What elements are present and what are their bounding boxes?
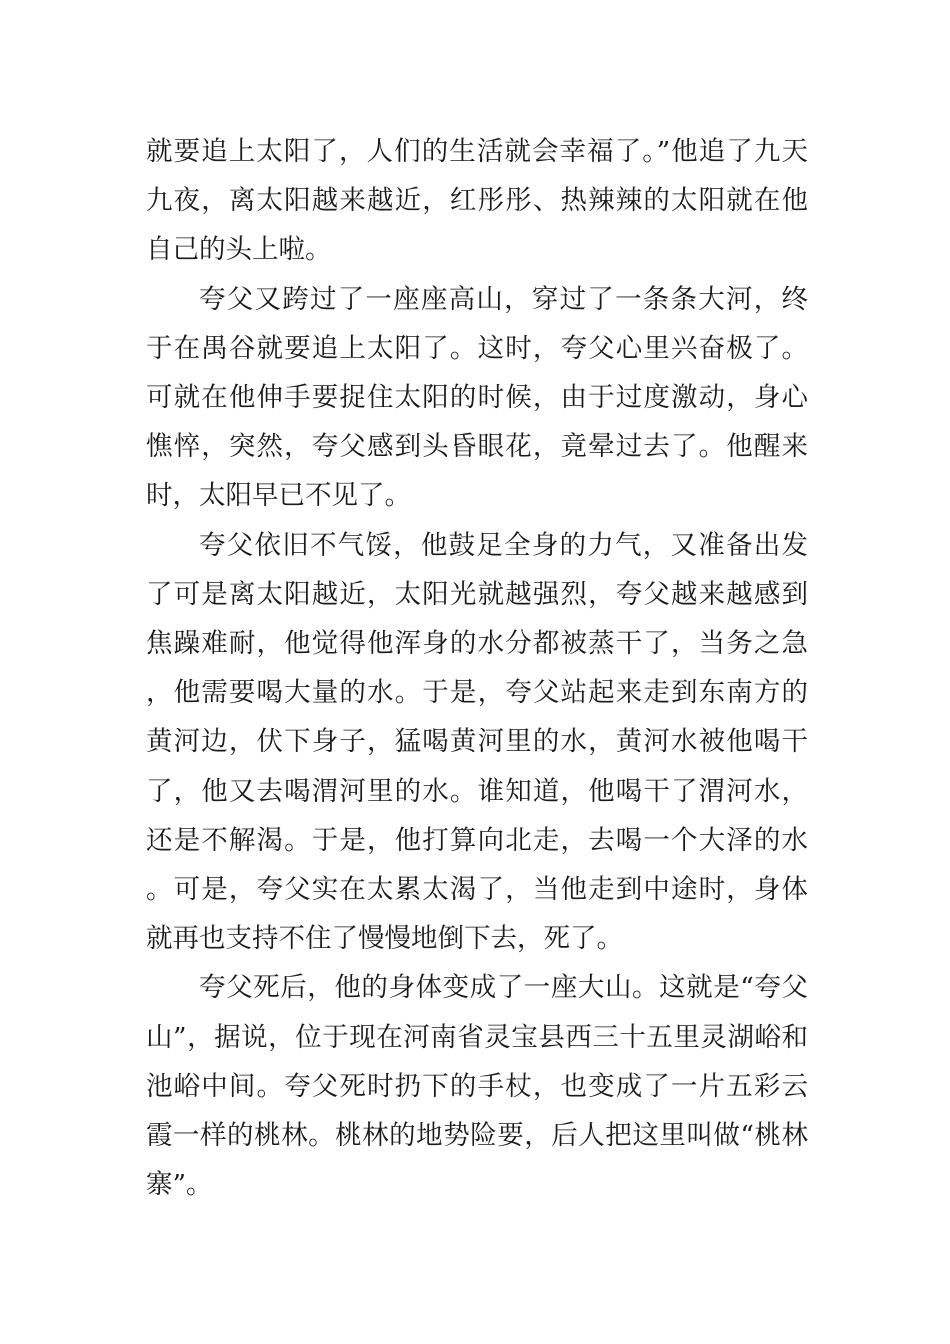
paragraph-1: 就要追上太阳了，人们的生活就会幸福了。”他追了九天九夜，离太阳越来越近，红彤彤、热辣辣的太阳就在他自己的头上啦。 [146, 136, 808, 266]
paragraph-4: 夸父死后，他的身体变成了一座大山。这就是“夸父山”，据说，位于现在河南省灵宝县西三十五里灵湖峪和池峪中间。夸父死时扔下的手杖，也变成了一片五彩云霞一样的桃林。桃林的地势险要，后人把这里叫做“桃林寨”。 [146, 972, 808, 1201]
document-body [146, 127, 808, 1209]
paragraph-2: 夸父又跨过了一座座高山，穿过了一条条大河，终于在禺谷就要追上太阳了。这时，夸父心里兴奋极了。可就在他伸手要捉住太阳的时候，由于过度激动，身心憔悴，突然，夸父感到头昏眼花，竟晕过去了。他醒来时，太阳早已不见了。 [146, 283, 808, 512]
paragraph-3: 夸父依旧不气馁，他鼓足全身的力气，又准备出发了可是离太阳越近，太阳光就越强烈，夸父越来越感到焦躁难耐，他觉得他浑身的水分都被蒸干了，当务之急，他需要喝大量的水。于是，夸父站起来走到东南方的黄河边，伏下身子，猛喝黄河里的水，黄河水被他喝干了，他又去喝渭河里的水。谁知道，他喝干了渭河水，还是不解渴。于是，他打算向北走，去喝一个大泽的水。可是，夸父实在太累太渴了，当他走到中途时，身体就再也支持不住了慢慢地倒下去，死了。 [146, 529, 808, 955]
